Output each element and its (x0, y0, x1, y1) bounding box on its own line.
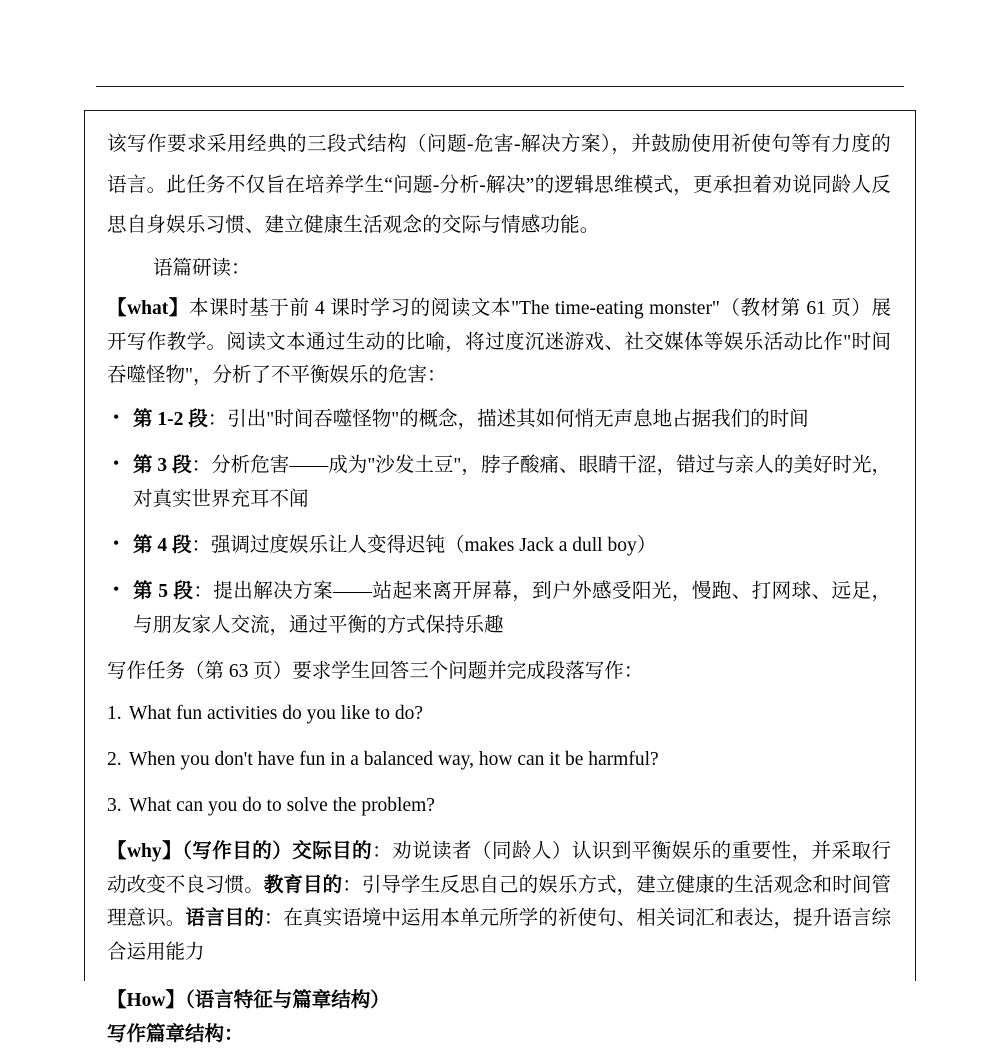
bullet-text: ：强调过度娱乐让人变得迟钝（makes Jack a dull boy） (191, 535, 657, 557)
question-number: 3. (107, 794, 122, 816)
list-item (107, 529, 891, 563)
why-tag: 【why】 (107, 840, 183, 862)
structure-bold: 篇章 (146, 1024, 186, 1046)
content-frame (84, 110, 916, 1046)
question-list (107, 697, 891, 823)
what-text: 本课时基于前 4 课时学习的阅读文本"The time-eating monster"（教材第 61 页）展开写作教学。阅读文本通过生动的比喻，将过度沉迷游戏、社交媒体等娱乐活动比作"时间吞噬怪物"，分析了不平衡娱乐的危害： (107, 297, 892, 387)
how-tag: 【How】 (107, 990, 186, 1012)
intro-paragraph: 该写作要求采用经典的三段式结构（问题-危害-解决方案），并鼓励使用祈使句等有力度的语言。此任务不仅旨在培养学生“问题-分析-解决”的逻辑思维模式，更承担着劝说同龄人反思自身娱乐习惯、建立健康生活观念的交际与情感功能。 (107, 134, 891, 237)
question-text: What fun activities do you like to do? (129, 702, 424, 724)
why-communicative-text: ：劝说读者（同龄人）认识到平衡娱乐的重要性，并采取行动改变不良习惯。 (107, 840, 891, 896)
bullet-text: ：提出解决方案——站起来离开屏幕，到户外感受阳光，慢跑、打网球、远足，与朋友家人交流，通过平衡的方式保持乐趣 (133, 581, 891, 637)
why-language-label: 语言目的 (185, 908, 264, 930)
task-line: 写作任务（第 63 页）要求学生回答三个问题并完成段落写作： (107, 660, 644, 682)
list-item (107, 789, 891, 823)
bullet-label: 第 3 段 (133, 455, 192, 477)
bullet-text: ：引出"时间吞噬怪物"的概念，描述其如何悄无声息地占据我们的时间 (207, 409, 809, 431)
structure-line (107, 1018, 891, 1052)
question-text: When you don't have fun in a balanced way, how can it be harmful? (129, 748, 659, 770)
what-tag: 【what】 (107, 297, 189, 319)
bullet-label: 第 4 段 (133, 535, 192, 557)
list-item (107, 575, 891, 643)
list-item (107, 743, 891, 777)
analysis-bullet-list (107, 403, 891, 643)
bullet-text: ：分析危害——成为"沙发土豆"，脖子酸痛、眼睛干涩，错过与亲人的美好时光，对真实世界充耳不闻 (133, 455, 891, 511)
content-inner (85, 111, 915, 1052)
how-block (107, 984, 891, 1018)
why-language-text: ：在真实语境中运用本单元所学的祈使句、相关词汇和表达，提升语言综合运用能力 (107, 908, 891, 964)
question-number: 2. (107, 748, 122, 770)
why-block (107, 835, 891, 971)
list-item (107, 449, 891, 517)
header-divider (96, 86, 904, 87)
section-label: 语篇研读： (153, 257, 251, 279)
why-educational-text: ：引导学生反思自己的娱乐方式，建立健康的生活观念和时间管理意识。 (107, 874, 891, 930)
how-subtitle: （语言特征与篇章结构） (185, 990, 390, 1012)
structure-prefix: 写作 (107, 1024, 147, 1046)
question-text: What can you do to solve the problem? (129, 794, 435, 816)
why-communicative-label: 交际目的 (292, 840, 373, 862)
bullet-label: 第 1-2 段 (133, 409, 208, 431)
what-block (107, 292, 891, 394)
why-educational-label: 教育目的 (263, 874, 343, 896)
question-number: 1. (107, 702, 122, 724)
list-item (107, 403, 891, 437)
structure-suffix: 结构： (185, 1024, 244, 1046)
why-purpose-label: （写作目的） (182, 840, 293, 862)
list-item (107, 697, 891, 731)
bullet-label: 第 5 段 (133, 581, 194, 603)
